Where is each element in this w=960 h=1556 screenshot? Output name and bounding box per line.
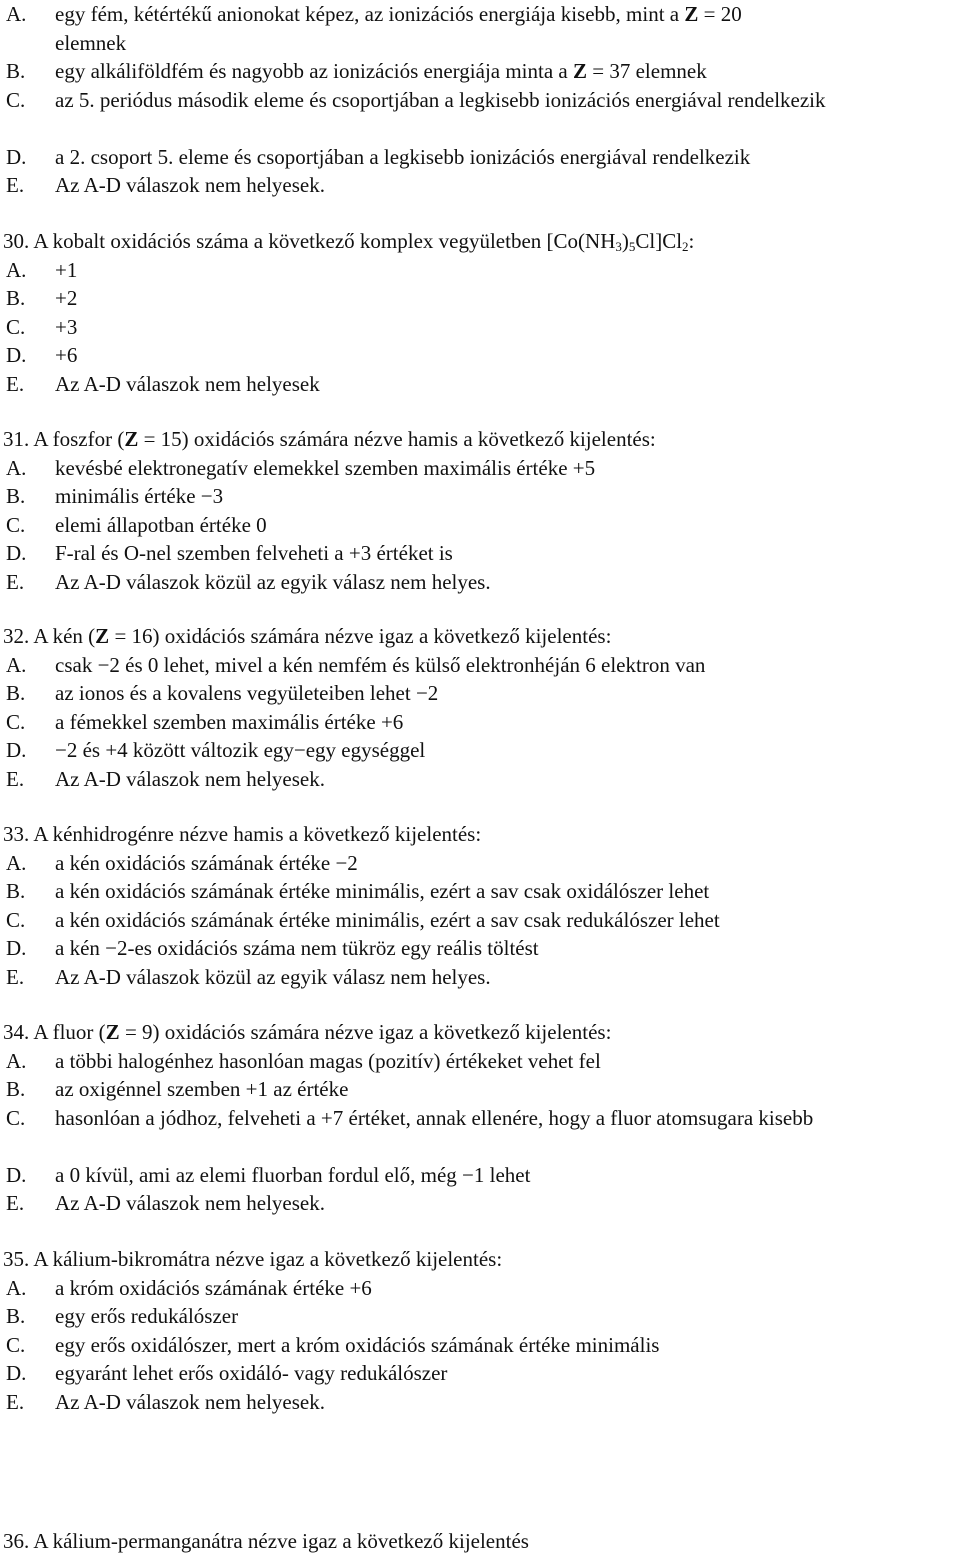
option-29-d <box>3 143 955 172</box>
option-text: Az A-D válaszok nem helyesek. <box>55 766 325 791</box>
option-32-d <box>3 736 955 765</box>
option-text: hasonlóan a jódhoz, felveheti a +7 értéket, annak ellenére, hogy a fluor atomsugara kisebb <box>55 1105 814 1130</box>
option-text: Az A-D válaszok közül az egyik válasz nem helyes. <box>55 569 491 594</box>
option-label: B. <box>6 879 26 903</box>
option-34-c <box>3 1104 955 1161</box>
option-32-c <box>3 708 955 737</box>
option-text: +6 <box>55 343 78 367</box>
question-stem: 34. A fluor (Z = 9) oxidációs számára nézve igaz a következő kijelentés: <box>3 1020 612 1044</box>
option-label: A. <box>6 652 27 677</box>
option-35-e <box>3 1388 955 1417</box>
option-30-c <box>3 313 955 342</box>
option-label: E. <box>6 1389 25 1414</box>
option-label: C. <box>6 512 26 537</box>
option-label: D. <box>6 1361 27 1385</box>
option-label: A. <box>6 455 27 480</box>
option-31-b <box>3 482 955 511</box>
option-text: +3 <box>55 314 78 339</box>
option-text: +1 <box>55 257 78 282</box>
option-32-e <box>3 765 955 794</box>
option-text: Az A-D válaszok nem helyesek. <box>55 1389 325 1414</box>
option-31-e <box>3 568 955 597</box>
option-30-a <box>3 256 955 285</box>
option-29-c <box>3 86 955 143</box>
option-label: B. <box>6 59 26 83</box>
option-text: az ionos és a kovalens vegyületeiben lehet −2 <box>55 681 439 705</box>
option-label: A. <box>6 1275 27 1300</box>
option-text: az 5. periódus második eleme és csoportjában a legkisebb ionizációs energiával rendelkezik <box>55 87 826 112</box>
option-text: a 2. csoport 5. eleme és csoportjában a legkisebb ionizációs energiával rendelkezik <box>55 144 751 169</box>
option-label: C. <box>6 87 26 112</box>
option-label: B. <box>6 1304 26 1328</box>
option-34-e <box>3 1189 955 1218</box>
option-label: B. <box>6 286 26 310</box>
option-label: D. <box>6 1162 27 1187</box>
option-label: B. <box>6 484 26 508</box>
question-stem: 36. A kálium-permanganátra nézve igaz a következő kijelentés <box>3 1529 529 1553</box>
question-stem: 30. A kobalt oxidációs száma a következő komplex vegyületben $[Co(NH_3)_5Cl]Cl_2$: <box>3 229 695 254</box>
option-label: A. <box>6 257 27 282</box>
option-label: E. <box>6 569 25 594</box>
option-label: D. <box>6 936 27 960</box>
option-label: E. <box>6 371 25 396</box>
option-33-d <box>3 934 955 963</box>
option-label: D. <box>6 343 27 367</box>
option-text: F-ral és O-nel szemben felveheti a +3 értéket is <box>55 541 453 565</box>
option-29-e <box>3 171 955 200</box>
option-text: az oxigénnel szemben +1 az értéke <box>55 1077 349 1101</box>
option-29-b <box>3 57 955 86</box>
option-text: Az A-D válaszok nem helyesek. <box>55 173 325 197</box>
option-text: csak −2 és 0 lehet, mivel a kén nemfém és külső elektronhéján 6 elektron van <box>55 652 706 677</box>
question-35 <box>3 1245 955 1416</box>
option-label: C. <box>6 709 26 734</box>
question-30 <box>3 227 955 398</box>
option-35-a <box>3 1274 955 1303</box>
option-31-a <box>3 454 955 483</box>
option-text: −2 és +4 között változik egy−egy egységgel <box>55 738 426 762</box>
option-label: C. <box>6 1105 26 1130</box>
option-text: a kén oxidációs számának értéke −2 <box>55 850 358 875</box>
option-label: C. <box>6 314 26 339</box>
option-text: egyaránt lehet erős oxidáló- vagy redukálószer <box>55 1361 448 1385</box>
option-29-a <box>3 0 955 57</box>
option-label: A. <box>6 1048 27 1073</box>
option-text: a króm oxidációs számának értéke +6 <box>55 1275 372 1300</box>
option-34-a <box>3 1047 955 1076</box>
option-33-b <box>3 877 955 906</box>
option-text: Az A-D válaszok nem helyesek <box>55 371 320 396</box>
option-35-c <box>3 1331 955 1360</box>
option-label: C. <box>6 1332 26 1357</box>
option-label: E. <box>6 1191 25 1215</box>
option-34-b <box>3 1075 955 1104</box>
option-label: A. <box>6 2 27 26</box>
option-30-b <box>3 284 955 313</box>
option-label: B. <box>6 681 26 705</box>
option-33-a <box>3 849 955 878</box>
option-label: E. <box>6 766 25 791</box>
option-text: a fémekkel szemben maximális értéke +6 <box>55 709 404 734</box>
option-30-d <box>3 341 955 370</box>
option-text: egy alkáliföldfém és nagyobb az ionizációs energiája minta a Z = 37 elemnek <box>55 59 707 83</box>
question-32 <box>3 622 955 793</box>
option-34-d <box>3 1161 955 1190</box>
question-stem: 32. A kén (Z = 16) oxidációs számára nézve igaz a következő kijelentés: <box>3 624 612 648</box>
option-label: A. <box>6 850 27 875</box>
option-31-d <box>3 539 955 568</box>
option-label: C. <box>6 907 26 932</box>
question-stem: 31. A foszfor (Z = 15) oxidációs számára nézve hamis a következő kijelentés: <box>3 427 656 451</box>
option-text: Az A-D válaszok közül az egyik válasz nem helyes. <box>55 964 491 989</box>
option-text: a kén oxidációs számának értéke minimális, ezért a sav csak redukálószer lehet <box>55 907 720 932</box>
question-33 <box>3 820 955 991</box>
option-label: D. <box>6 541 27 565</box>
question-29-options <box>3 0 955 200</box>
option-text: a kén oxidációs számának értéke minimális, ezért a sav csak oxidálószer lehet <box>55 879 710 903</box>
option-text: egy erős oxidálószer, mert a króm oxidációs számának értéke minimális <box>55 1332 660 1357</box>
option-text: elemi állapotban értéke 0 <box>55 512 267 537</box>
option-text: a többi halogénhez hasonlóan magas (pozitív) értékeket vehet fel <box>55 1048 601 1073</box>
option-text: egy fém, kétértékű anionokat képez, az ionizációs energiája kisebb, mint a Z = 20 elemnek <box>55 2 742 55</box>
option-text: +2 <box>55 286 78 310</box>
option-32-b <box>3 679 955 708</box>
option-label: B. <box>6 1077 26 1101</box>
option-33-c <box>3 906 955 935</box>
option-32-a <box>3 651 955 680</box>
option-text: egy erős redukálószer <box>55 1304 239 1328</box>
question-stem: 35. A kálium-bikromátra nézve igaz a következő kijelentés: <box>3 1247 503 1271</box>
option-text: minimális értéke −3 <box>55 484 224 508</box>
option-label: D. <box>6 144 27 169</box>
option-35-d <box>3 1359 955 1388</box>
question-31 <box>3 425 955 596</box>
option-text: Az A-D válaszok nem helyesek. <box>55 1191 325 1215</box>
option-text: kevésbé elektronegatív elemekkel szemben maximális értéke +5 <box>55 455 596 480</box>
option-text: a kén −2-es oxidációs száma nem tükröz egy reális töltést <box>55 936 539 960</box>
option-text: a 0 kívül, ami az elemi fluorban fordul elő, még −1 lehet <box>55 1162 531 1187</box>
option-31-c <box>3 511 955 540</box>
option-label: E. <box>6 173 25 197</box>
option-label: E. <box>6 964 25 989</box>
option-35-b <box>3 1302 955 1331</box>
option-33-e <box>3 963 955 992</box>
question-34 <box>3 1018 955 1218</box>
option-label: D. <box>6 738 27 762</box>
question-stem: 33. A kénhidrogénre nézve hamis a következő kijelentés: <box>3 822 482 846</box>
question-36 <box>3 1527 955 1556</box>
option-30-e <box>3 370 955 399</box>
